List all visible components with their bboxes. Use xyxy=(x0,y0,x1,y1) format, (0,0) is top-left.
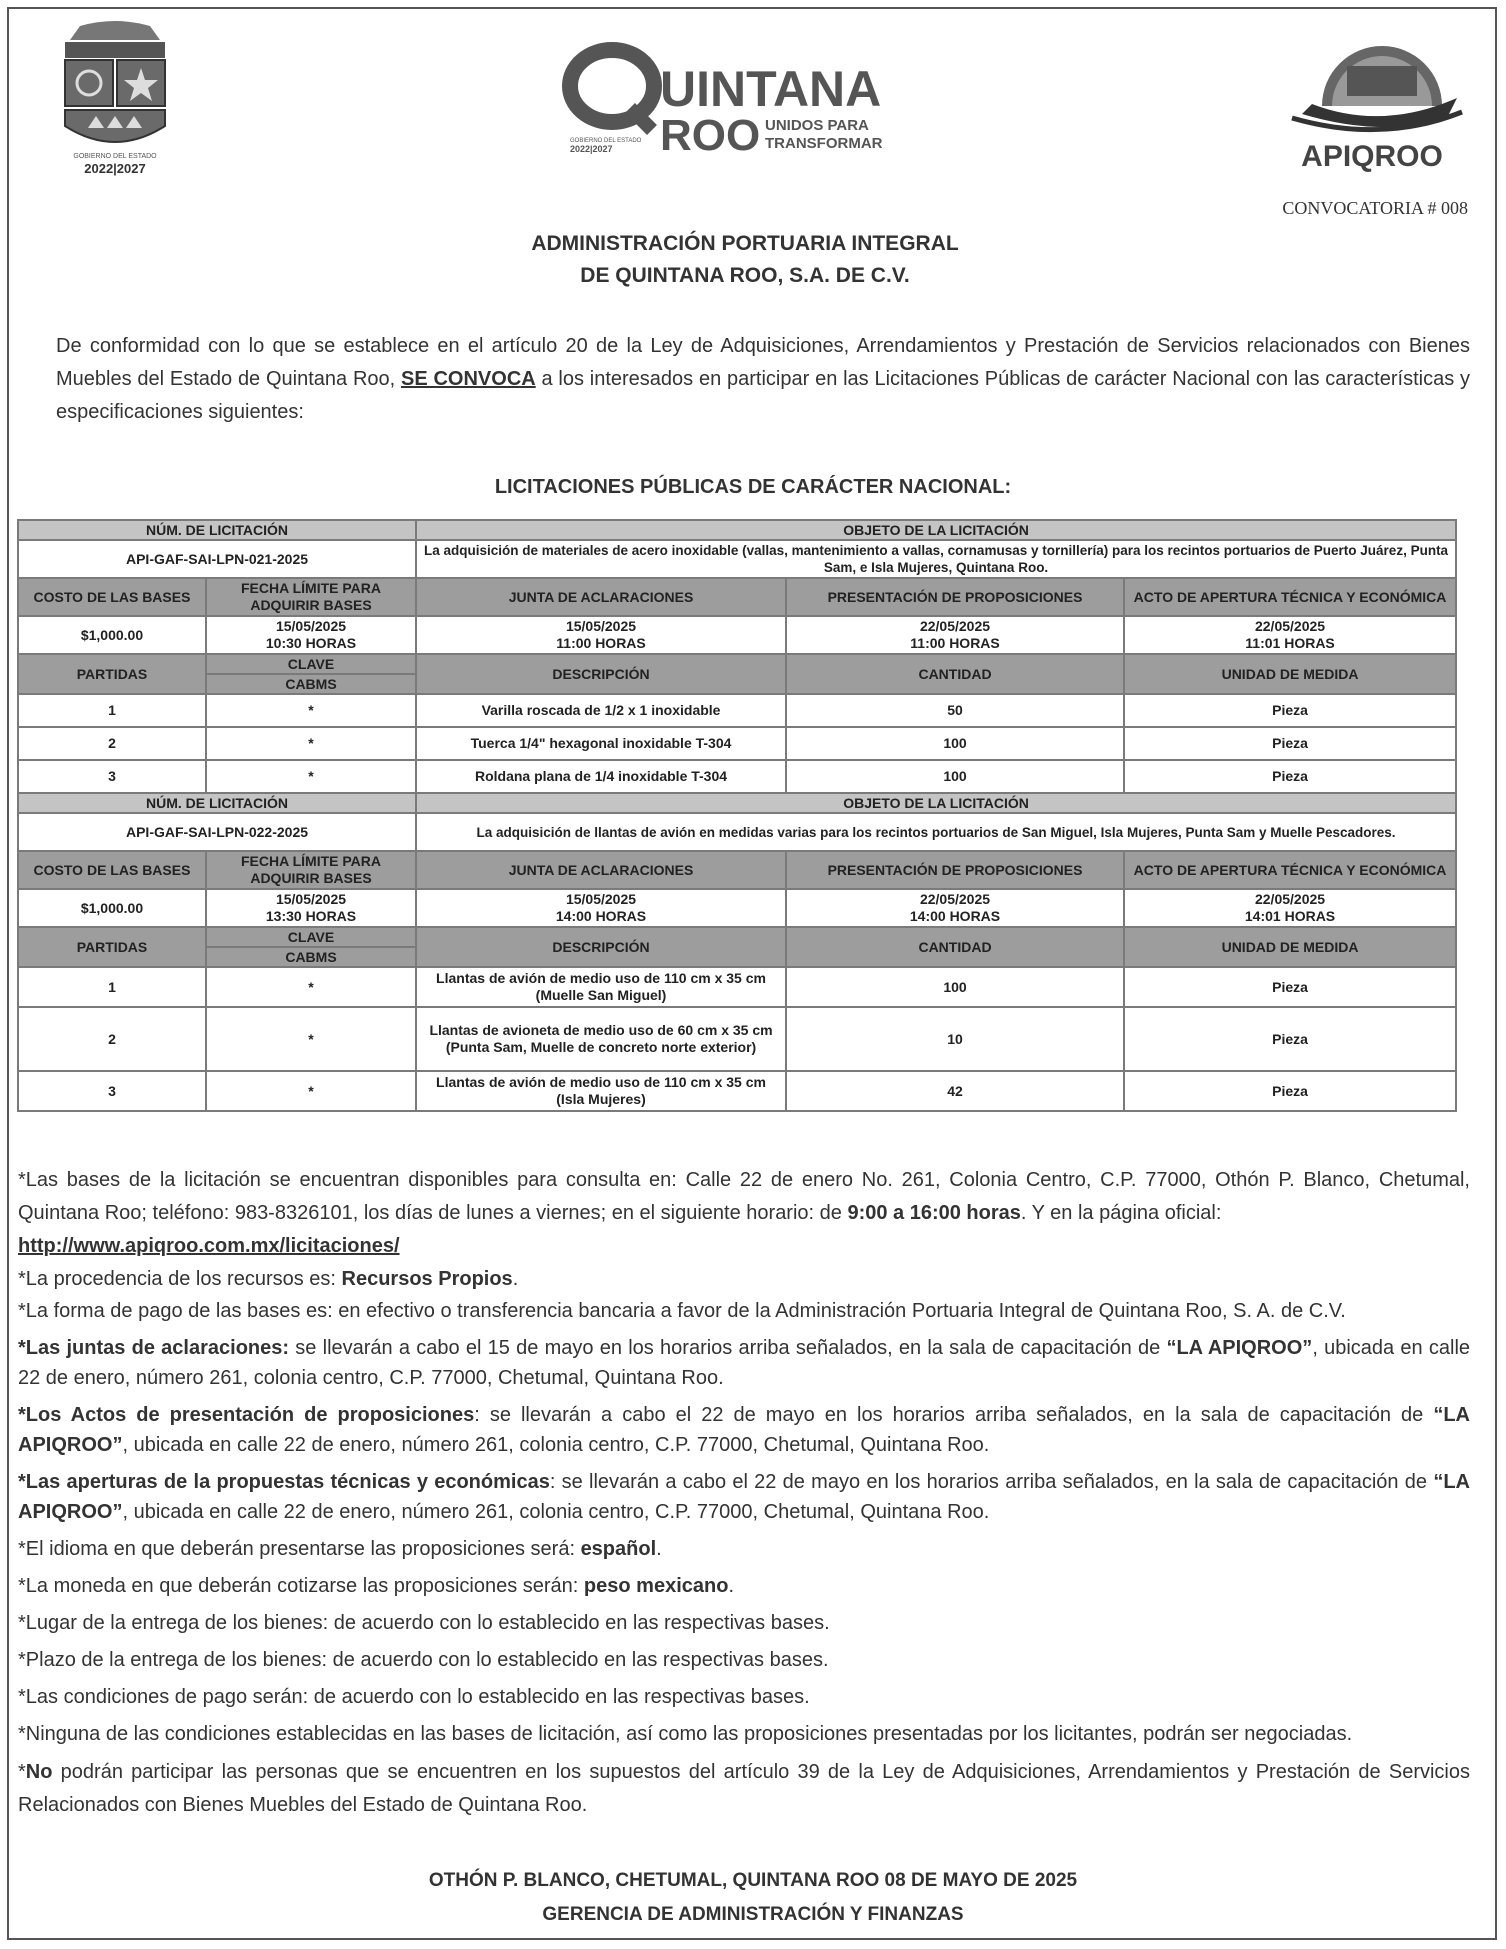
note-plazo: *Plazo de la entrega de los bienes: de acuerdo con lo establecido en las respectivas bases. xyxy=(18,1649,829,1671)
apiqroo-logo-text: APIQROO xyxy=(1301,140,1443,173)
table-row xyxy=(18,1071,1456,1111)
presentacion-value-line: 22/05/2025 xyxy=(919,618,991,634)
presentacion-value xyxy=(786,889,1124,927)
junta-value-line: 11:00 HORAS xyxy=(556,635,646,651)
partida-unidad: Pieza xyxy=(1124,1007,1456,1071)
partida-descripcion: Varilla roscada de 1/2 x 1 inoxidable xyxy=(416,694,786,727)
partida-clave: * xyxy=(206,1007,416,1071)
partida-unidad: Pieza xyxy=(1124,727,1456,760)
num-licitacion-header: NÚM. DE LICITACIÓN xyxy=(18,520,416,540)
apertura-value xyxy=(1124,616,1456,654)
junta-header: JUNTA DE ACLARACIONES xyxy=(416,851,786,889)
presentacion-value xyxy=(786,616,1124,654)
note-moneda: *La moneda en que deberán cotizarse las proposiciones serán: peso mexicano. xyxy=(18,1575,734,1597)
apertura-value-line: 22/05/2025 xyxy=(1254,618,1326,634)
partida-unidad: Pieza xyxy=(1124,694,1456,727)
partida-num: 2 xyxy=(18,1007,206,1071)
partidas-header: PARTIDAS xyxy=(18,927,206,967)
footer-department: GERENCIA DE ADMINISTRACIÓN Y FINANZAS xyxy=(542,1904,964,1925)
table-row xyxy=(18,694,1456,727)
logo-slogan-1: UNIDOS PARA xyxy=(765,117,869,134)
intro-se-convoca: SE CONVOCA xyxy=(401,368,536,390)
partida-clave: * xyxy=(206,760,416,793)
partida-cantidad: 10 xyxy=(786,1007,1124,1071)
apertura-value-line: 11:01 HORAS xyxy=(1245,635,1335,651)
fecha-limite-value-line: 15/05/2025 xyxy=(275,891,347,907)
partida-descripcion: Llantas de avión de medio uso de 110 cm x 35 cm (Muelle San Miguel) xyxy=(416,967,786,1007)
presentacion-value-line: 22/05/2025 xyxy=(919,891,991,907)
logo-slogan-2: TRANSFORMAR xyxy=(765,135,883,152)
bases-url-link[interactable]: http://www.apiqroo.com.mx/licitaciones/ xyxy=(18,1235,400,1257)
partida-cantidad: 100 xyxy=(786,727,1124,760)
descripcion-header: DESCRIPCIÓN xyxy=(416,927,786,967)
partida-descripcion: Llantas de avioneta de medio uso de 60 cm x 35 cm (Punta Sam, Muelle de concreto norte exterior) xyxy=(416,1007,786,1071)
table-row xyxy=(18,727,1456,760)
partida-clave: * xyxy=(206,967,416,1007)
table-row xyxy=(18,967,1456,1007)
presentacion-header: PRESENTACIÓN DE PROPOSICIONES xyxy=(786,578,1124,616)
table-row xyxy=(18,927,1456,947)
partida-num: 3 xyxy=(18,760,206,793)
fecha-limite-value-line: 13:30 HORAS xyxy=(265,908,357,924)
note-idioma: *El idioma en que deberán presentarse las proposiciones será: español. xyxy=(18,1538,662,1560)
note-forma-pago: *La forma de pago de las bases es: en efectivo o transferencia bancaria a favor de la Administración Portuaria Integral de Quintana Roo, S. A. de C.V. xyxy=(18,1300,1346,1322)
junta-value xyxy=(416,889,786,927)
fecha-limite-value xyxy=(206,889,416,927)
junta-value-line: 14:00 HORAS xyxy=(555,908,647,924)
apertura-value-line: 14:01 HORAS xyxy=(1244,908,1336,924)
note-aperturas: *Las aperturas de la propuestas técnicas y económicas: se llevarán a cabo el 22 de mayo en los horarios arriba señalados, en la sala de capacitación de “LA APIQROO”, ubicada en calle 22 de enero, número 261, colonia centro, C.P. 77000, Chetumal, Quintana Roo. xyxy=(18,1471,1470,1523)
apertura-header: ACTO DE APERTURA TÉCNICA Y ECONÓMICA xyxy=(1124,851,1456,889)
section-title: LICITACIONES PÚBLICAS DE CARÁCTER NACIONAL: xyxy=(494,476,1012,498)
note-actos: *Los Actos de presentación de proposiciones: se llevarán a cabo el 22 de mayo en los horarios arriba señalados, en la sala de capacitación de “LA APIQROO”, ubicada en calle 22 de enero, número 261, colonia centro, C.P. 77000, Chetumal, Quintana Roo. xyxy=(18,1404,1470,1456)
partida-cantidad: 42 xyxy=(786,1071,1124,1111)
fecha-limite-header: FECHA LÍMITE PARA ADQUIRIR BASES xyxy=(206,851,416,889)
licitacion-objeto: La adquisición de materiales de acero inoxidable (vallas, mantenimiento a vallas, cornamusas y tornillería) para los recintos portuarios de Puerto Juárez, Punta Sam, e Isla Mujeres, Quintana Roo. xyxy=(416,540,1456,578)
num-licitacion-header: NÚM. DE LICITACIÓN xyxy=(18,793,416,813)
intro-text-after: a los interesados en participar en las Licitaciones Públicas de carácter Nacional con las características y especificaciones siguientes: xyxy=(56,368,1470,423)
logo-quintana-text: UINTANA xyxy=(660,61,882,117)
cabms-header: CABMS xyxy=(206,674,416,694)
partida-num: 3 xyxy=(18,1071,206,1111)
licitacion-number: API-GAF-SAI-LPN-022-2025 xyxy=(18,813,416,851)
cantidad-header: CANTIDAD xyxy=(786,927,1124,967)
org-name-line1: ADMINISTRACIÓN PORTUARIA INTEGRAL xyxy=(531,232,959,255)
table-row xyxy=(18,1007,1456,1071)
quintana-roo-logo xyxy=(560,38,920,158)
partida-num: 1 xyxy=(18,967,206,1007)
org-name-line2: DE QUINTANA ROO, S.A. DE C.V. xyxy=(580,264,910,287)
svg-text:2022|2027: 2022|2027 xyxy=(84,161,146,176)
licitacion-number: API-GAF-SAI-LPN-021-2025 xyxy=(18,540,416,578)
partida-cantidad: 100 xyxy=(786,967,1124,1007)
table-row xyxy=(18,760,1456,793)
cabms-header: CABMS xyxy=(206,947,416,967)
apertura-value xyxy=(1124,889,1456,927)
note-procedencia: *La procedencia de los recursos es: Recursos Propios. xyxy=(18,1268,519,1290)
licitaciones-table xyxy=(17,519,1457,1112)
unidad-header: UNIDAD DE MEDIDA xyxy=(1124,654,1456,694)
partida-num: 1 xyxy=(18,694,206,727)
partida-clave: * xyxy=(206,694,416,727)
junta-value-line: 15/05/2025 xyxy=(565,891,637,907)
fecha-limite-value-line: 15/05/2025 xyxy=(275,618,347,634)
descripcion-header: DESCRIPCIÓN xyxy=(416,654,786,694)
apertura-header: ACTO DE APERTURA TÉCNICA Y ECONÓMICA xyxy=(1124,578,1456,616)
presentacion-value-line: 11:00 HORAS xyxy=(910,635,1000,651)
state-shield-logo xyxy=(60,18,170,178)
fecha-limite-header: FECHA LÍMITE PARA ADQUIRIR BASES xyxy=(206,578,416,616)
costo-header: COSTO DE LAS BASES xyxy=(18,851,206,889)
table-row xyxy=(18,813,1456,851)
partida-clave: * xyxy=(206,1071,416,1111)
table-row xyxy=(18,851,1456,889)
apiqroo-logo xyxy=(1262,26,1482,176)
partida-unidad: Pieza xyxy=(1124,760,1456,793)
junta-value-line: 15/05/2025 xyxy=(565,618,637,634)
partida-descripcion: Roldana plana de 1/4 inoxidable T-304 xyxy=(416,760,786,793)
clave-header: CLAVE xyxy=(206,927,416,947)
note-ninguna: *Ninguna de las condiciones establecidas en las bases de licitación, así como las proposiciones presentadas por los licitantes, podrán ser negociadas. xyxy=(18,1723,1353,1745)
clave-header: CLAVE xyxy=(206,654,416,674)
table-row xyxy=(18,540,1456,578)
costo-value: $1,000.00 xyxy=(18,889,206,927)
partida-unidad: Pieza xyxy=(1124,1071,1456,1111)
header xyxy=(0,0,1506,200)
partida-unidad: Pieza xyxy=(1124,967,1456,1007)
table-row xyxy=(18,793,1456,813)
footer-place-date: OTHÓN P. BLANCO, CHETUMAL, QUINTANA ROO 08 DE MAYO DE 2025 xyxy=(428,1870,1078,1891)
partida-descripcion: Llantas de avión de medio uso de 110 cm x 35 cm (Isla Mujeres) xyxy=(416,1071,786,1111)
intro-paragraph xyxy=(56,330,1470,429)
partida-clave: * xyxy=(206,727,416,760)
cantidad-header: CANTIDAD xyxy=(786,654,1124,694)
partida-cantidad: 100 xyxy=(786,760,1124,793)
note-condiciones: *Las condiciones de pago serán: de acuerdo con lo establecido en las respectivas bases. xyxy=(18,1686,810,1708)
partida-cantidad: 50 xyxy=(786,694,1124,727)
table-row xyxy=(18,578,1456,616)
note-juntas: *Las juntas de aclaraciones: se llevarán a cabo el 15 de mayo en los horarios arriba señalados, en la sala de capacitación de “LA APIQROO”, ubicada en calle 22 de enero, número 261, colonia centro, C.P. 77000, Chetumal, Quintana Roo. xyxy=(18,1337,1471,1389)
table-row xyxy=(18,616,1456,654)
costo-header: COSTO DE LAS BASES xyxy=(18,578,206,616)
presentacion-header: PRESENTACIÓN DE PROPOSICIONES xyxy=(786,851,1124,889)
table-row xyxy=(18,520,1456,540)
note-bases: *Las bases de la licitación se encuentran disponibles para consulta en: Calle 22 de enero No. 261, Colonia Centro, C.P. 77000, Othón P. Blanco, Chetumal, Quintana Roo; teléfono: 983-8326101, los días de lunes a viernes; en el siguiente horario: de 9:00 a 16:00 horas. Y en la página oficial: http://www.apiqroo.com.mx/licitaciones/ xyxy=(18,1169,1470,1257)
objeto-header: OBJETO DE LA LICITACIÓN xyxy=(416,520,1456,540)
licitacion-objeto: La adquisición de llantas de avión en medidas varias para los recintos portuarios de San Miguel, Isla Mujeres, Punta Sam y Muelle Pescadores. xyxy=(416,813,1456,851)
table-row xyxy=(18,654,1456,674)
apertura-value-line: 22/05/2025 xyxy=(1254,891,1326,907)
partida-num: 2 xyxy=(18,727,206,760)
unidad-header: UNIDAD DE MEDIDA xyxy=(1124,927,1456,967)
svg-text:GOBIERNO DEL ESTADO: GOBIERNO DEL ESTADO xyxy=(73,153,157,160)
junta-value xyxy=(416,616,786,654)
fecha-limite-value-line: 10:30 HORAS xyxy=(265,635,357,651)
logo-roo-text: ROO xyxy=(660,111,761,158)
table-row xyxy=(18,889,1456,927)
note-no-podran: *No podrán participar las personas que se encuentren en los supuestos del artículo 39 de la Ley de Adquisiciones, Arrendamientos y Prestación de Servicios Relacionados con Bienes Muebles del Estado de Quintana Roo. xyxy=(18,1761,1470,1816)
objeto-header: OBJETO DE LA LICITACIÓN xyxy=(416,793,1456,813)
svg-text:2022|2027: 2022|2027 xyxy=(570,144,613,154)
notes xyxy=(18,1164,1470,1822)
junta-header: JUNTA DE ACLARACIONES xyxy=(416,578,786,616)
costo-value: $1,000.00 xyxy=(18,616,206,654)
convocatoria-number: CONVOCATORIA # 008 xyxy=(1282,198,1468,218)
intro-text-before: De conformidad con lo que se establece en el artículo 20 de la Ley de Adquisiciones, Arrendamientos y Prestación de Servicios relacionados con Bienes Muebles del Estado de Quintana Roo, xyxy=(56,335,1470,390)
partidas-header: PARTIDAS xyxy=(18,654,206,694)
partida-descripcion: Tuerca 1/4" hexagonal inoxidable T-304 xyxy=(416,727,786,760)
presentacion-value-line: 14:00 HORAS xyxy=(909,908,1001,924)
note-lugar: *Lugar de la entrega de los bienes: de acuerdo con lo establecido en las respectivas bases. xyxy=(18,1612,830,1634)
fecha-limite-value xyxy=(206,616,416,654)
svg-text:GOBIERNO DEL ESTADO: GOBIERNO DEL ESTADO xyxy=(570,138,642,144)
